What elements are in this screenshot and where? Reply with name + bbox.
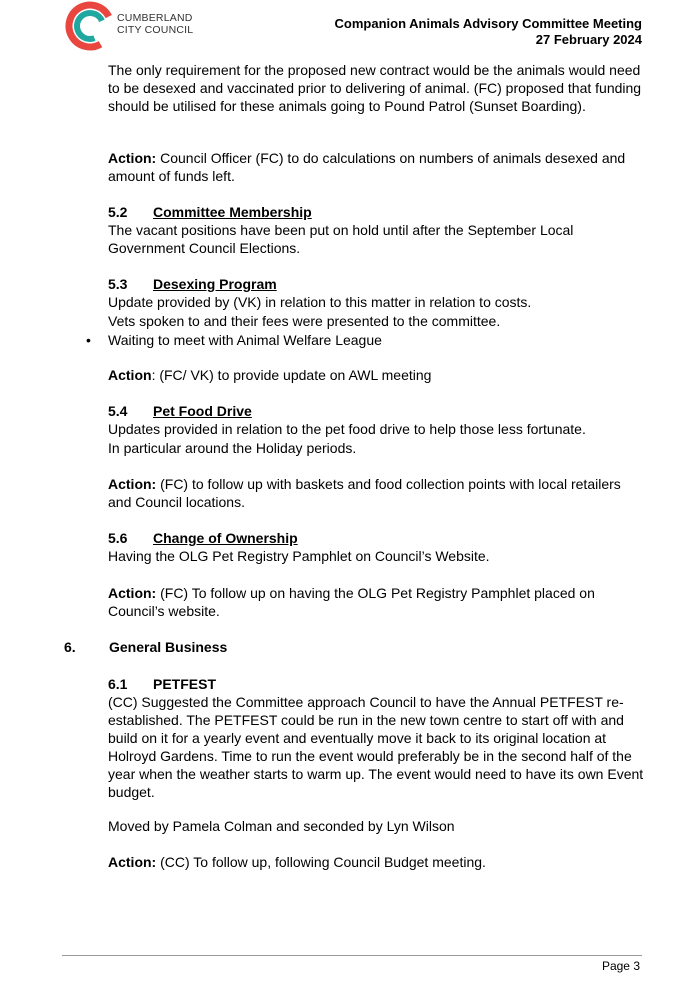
section-number: 5.4 (108, 403, 128, 419)
section-number: 6. (64, 639, 76, 655)
section-5-6-action (108, 584, 648, 620)
section-5-3-line1: Update provided by (VK) in relation to this matter in relation to costs. (108, 294, 532, 310)
section-5-4-heading (108, 402, 252, 420)
footer-divider (62, 955, 642, 956)
section-title: Change of Ownership (153, 530, 298, 546)
section-number: 5.6 (108, 530, 128, 546)
logo-line-2: CITY COUNCIL (117, 24, 194, 36)
document-header (335, 16, 642, 48)
section-5-6-heading (108, 529, 298, 547)
section-number: 5.2 (108, 204, 128, 220)
section-5-4-action (108, 475, 648, 511)
section-number: 5.3 (108, 276, 128, 292)
section-6-1-action (108, 853, 648, 871)
action-text: (FC) To follow up on having the OLG Pet Registry Pamphlet placed on Council’s website. (108, 585, 595, 619)
bullet-icon: • (86, 332, 91, 348)
meeting-title: Companion Animals Advisory Committee Meeting (334, 16, 642, 31)
section-6-1-heading (108, 675, 216, 693)
action-text: (CC) To follow up, following Council Budget meeting. (156, 854, 486, 870)
section-6-1-moved: Moved by Pamela Colman and seconded by Lyn Wilson (108, 818, 455, 834)
section-number: 6.1 (108, 676, 128, 692)
section-5-3-heading (108, 275, 277, 293)
section-5-2-heading (108, 203, 312, 221)
action-text: : (FC/ VK) to provide update on AWL meeting (151, 367, 432, 383)
section-title: PETFEST (153, 676, 217, 692)
meeting-date: 27 February 2024 (535, 32, 642, 47)
section-5-6-text: Having the OLG Pet Registry Pamphlet on Council’s Website. (108, 548, 490, 564)
logo-text (117, 12, 193, 36)
action-text: (FC) to follow up with baskets and food collection points with local retailers and Council locations. (108, 476, 621, 510)
section-title: Committee Membership (153, 204, 312, 220)
section-title: General Business (109, 639, 228, 655)
section-5-4-line2: In particular around the Holiday periods. (108, 440, 357, 456)
section-5-3-bullet: Waiting to meet with Animal Welfare League (108, 332, 382, 348)
logo-line-1: CUMBERLAND (117, 12, 193, 24)
action-text: Council Officer (FC) to do calculations on numbers of animals desexed and amount of funds left. (108, 150, 626, 184)
section-5-2-text: The vacant positions have been put on hold until after the September Local Government Council Elections. (108, 222, 574, 256)
intro-paragraph: The only requirement for the proposed new contract would be the animals would need to be desexed and vaccinated prior to delivering of animal. (FC) proposed that funding should be utilised for these animals going to Pound Patrol (Sunset Boarding). (108, 62, 642, 114)
section-5-3-action (108, 366, 648, 384)
action-label: Action: (108, 150, 157, 166)
action-label: Action: (108, 854, 157, 870)
action-label: Action: (108, 585, 157, 601)
section-6-1-text: (CC) Suggested the Committee approach Council to have the Annual PETFEST re-established. The PETFEST could be run in the new town centre to start off with and build on it for a yearly event and eventually move it back to its original location at Holroyd Gardens. Time to run the event would preferably be in the second half of the year when the weather starts to warm up. The event would need to have its own Event budget. (108, 694, 644, 800)
action-label: Action: (108, 476, 157, 492)
page-number: Page 3 (601, 959, 640, 973)
section-title: Desexing Program (153, 276, 277, 292)
section-5-3-line2: Vets spoken to and their fees were presented to the committee. (108, 313, 501, 329)
section-6-heading (64, 638, 227, 656)
action-label: Action (108, 367, 152, 383)
intro-action (108, 149, 648, 185)
section-5-4-line1: Updates provided in relation to the pet food drive to help those less fortunate. (108, 421, 586, 437)
section-title: Pet Food Drive (153, 403, 252, 419)
